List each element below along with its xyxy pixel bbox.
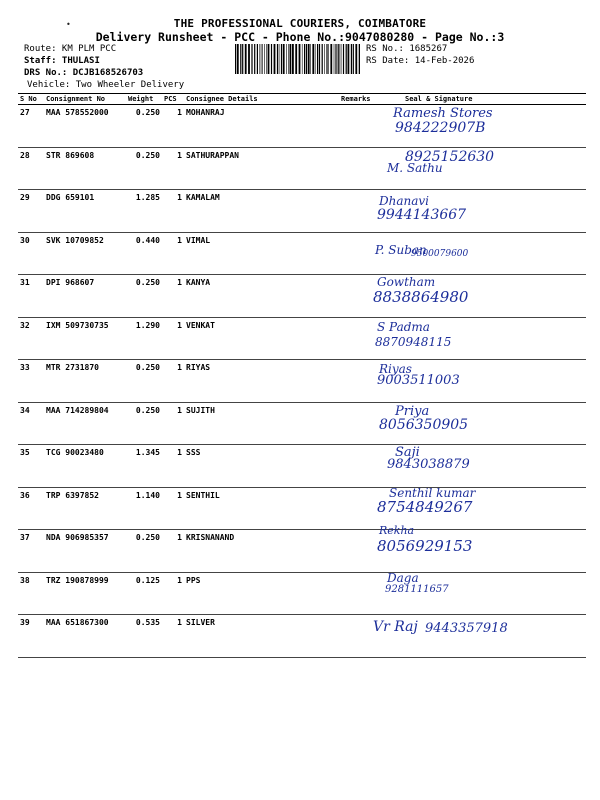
- route-label: Route: KM PLM PCC: [24, 44, 117, 54]
- col-consignment: Consignment No: [44, 94, 126, 105]
- col-signature: Seal & Signature: [385, 94, 586, 105]
- table-row: [18, 147, 586, 190]
- weight-cell: 0.250: [126, 360, 162, 403]
- handwritten-phone: 9443357918: [425, 621, 508, 636]
- handwritten-name: Priya: [395, 403, 430, 419]
- vehicle-label: Vehicle: Two Wheeler Delivery: [27, 80, 185, 90]
- pcs-cell: 1: [162, 147, 184, 190]
- sno-cell: 39: [18, 615, 44, 658]
- consignment-cell: NDA 906985357: [44, 530, 126, 573]
- runsheet-subtitle: Delivery Runsheet - PCC - Phone No.:9047080280 - Page No.:3: [95, 30, 505, 44]
- col-pcs: PCS: [162, 94, 184, 105]
- weight-cell: 1.290: [126, 317, 162, 360]
- handwritten-phone: 8754849267: [377, 497, 473, 516]
- handwritten-name: Ramesh Stores: [393, 106, 493, 121]
- pcs-cell: 1: [162, 615, 184, 658]
- handwritten-name: Dhanavi: [379, 194, 430, 208]
- handwritten-phone: 9500079600: [411, 248, 469, 259]
- consignment-cell: MAA 714289804: [44, 402, 126, 445]
- signature-cell: [373, 615, 586, 658]
- drs-number: DRS No.: DCJB168526703: [24, 68, 144, 78]
- handwritten-phone: 8838864980: [373, 288, 469, 306]
- table-row: [18, 402, 586, 445]
- handwritten-name: Rekha: [379, 524, 415, 537]
- pcs-cell: 1: [162, 402, 184, 445]
- handwritten-name: Gowtham: [377, 275, 436, 289]
- consignee-cell: SUJITH: [184, 402, 339, 445]
- consignment-cell: STR 869608: [44, 147, 126, 190]
- signature-cell: [375, 232, 586, 275]
- signature-cell: [385, 147, 586, 190]
- consignee-cell: VENKAT: [184, 317, 339, 360]
- handwritten-name: S Padma: [377, 319, 430, 334]
- consignee-cell: SSS: [184, 445, 339, 488]
- consignment-cell: SVK 10709852: [44, 232, 126, 275]
- signature-cell: [375, 317, 586, 360]
- sno-cell: 36: [18, 487, 44, 530]
- sno-cell: 35: [18, 445, 44, 488]
- col-consignee: Consignee Details: [184, 94, 339, 105]
- sno-cell: 29: [18, 190, 44, 233]
- weight-cell: 0.250: [126, 275, 162, 318]
- weight-cell: 0.250: [126, 402, 162, 445]
- col-sno: S No: [18, 94, 44, 105]
- consignment-cell: MAA 651867300: [44, 615, 126, 658]
- table-row: [18, 105, 586, 148]
- weight-cell: 0.250: [126, 530, 162, 573]
- table-row: [18, 445, 586, 488]
- weight-cell: 0.250: [126, 105, 162, 148]
- consignee-cell: KRISNANAND: [184, 530, 339, 573]
- sno-cell: 31: [18, 275, 44, 318]
- company-title: THE PROFESSIONAL COURIERS, COIMBATORE: [173, 17, 427, 30]
- sno-cell: 37: [18, 530, 44, 573]
- table-row: [18, 615, 586, 658]
- table-header-row: [18, 94, 586, 105]
- signature-cell: [385, 105, 586, 148]
- handwritten-phone: M. Sathu: [387, 160, 443, 175]
- consignee-cell: PPS: [184, 572, 339, 615]
- consignee-cell: SILVER: [184, 615, 339, 658]
- handwritten-phone: 9944143667: [377, 207, 467, 223]
- pcs-cell: 1: [162, 105, 184, 148]
- pcs-cell: 1: [162, 190, 184, 233]
- handwritten-name: Senthil kumar: [389, 485, 476, 500]
- consignment-cell: TCG 90023480: [44, 445, 126, 488]
- signature-cell: [377, 360, 586, 403]
- consignee-cell: KAMALAM: [184, 190, 339, 233]
- handwritten-name: Daga: [387, 570, 419, 585]
- signature-cell: [377, 524, 586, 573]
- weight-cell: 0.250: [126, 147, 162, 190]
- handwritten-phone: 9843038879: [387, 457, 470, 472]
- handwritten-phone: 9281111657: [385, 583, 449, 595]
- table-row: [18, 360, 586, 403]
- handwritten-name: Riyas: [379, 362, 412, 376]
- table-row: [18, 232, 586, 275]
- col-remarks: Remarks: [339, 94, 385, 105]
- sno-cell: 34: [18, 402, 44, 445]
- pcs-cell: 1: [162, 530, 184, 573]
- pcs-cell: 1: [162, 572, 184, 615]
- remarks-cell: [339, 572, 385, 615]
- pcs-cell: 1: [162, 360, 184, 403]
- consignment-cell: DDG 659101: [44, 190, 126, 233]
- handwritten-phone: 9003511003: [377, 373, 460, 388]
- weight-cell: 1.140: [126, 487, 162, 530]
- pcs-cell: 1: [162, 487, 184, 530]
- signature-cell: [377, 485, 586, 530]
- consignment-cell: MTR 2731870: [44, 360, 126, 403]
- handwritten-name: 8925152630: [405, 148, 495, 165]
- handwritten-name: Saji: [395, 445, 420, 460]
- weight-cell: 1.345: [126, 445, 162, 488]
- table-row: [18, 275, 586, 318]
- signature-cell: [379, 402, 586, 445]
- consignment-cell: IXM 509730735: [44, 317, 126, 360]
- weight-cell: 1.285: [126, 190, 162, 233]
- consignee-cell: KANYA: [184, 275, 339, 318]
- consignee-cell: VIMAL: [184, 232, 339, 275]
- consignee-cell: SATHURAPPAN: [184, 147, 339, 190]
- sno-cell: 33: [18, 360, 44, 403]
- rs-date: RS Date: 14-Feb-2026: [366, 56, 475, 66]
- table-row: [18, 317, 586, 360]
- consignment-cell: DPI 968607: [44, 275, 126, 318]
- sno-cell: 27: [18, 105, 44, 148]
- barcode-image: [235, 44, 360, 74]
- scan-mark: •: [66, 20, 71, 29]
- col-weight: Weight: [126, 94, 162, 105]
- handwritten-phone: 8056350905: [379, 416, 469, 433]
- table-row: [18, 572, 586, 615]
- signature-cell: [377, 190, 586, 233]
- remarks-cell: [339, 445, 385, 488]
- remarks-cell: [339, 147, 385, 190]
- staff-label: Staff: THULASI: [24, 56, 100, 66]
- handwritten-name: P. Suban: [375, 242, 427, 257]
- signature-cell: [385, 445, 586, 488]
- consignee-cell: MOHANRAJ: [184, 105, 339, 148]
- pcs-cell: 1: [162, 445, 184, 488]
- sno-cell: 38: [18, 572, 44, 615]
- pcs-cell: 1: [162, 275, 184, 318]
- sno-cell: 28: [18, 147, 44, 190]
- pcs-cell: 1: [162, 317, 184, 360]
- consignment-cell: TRZ 190878999: [44, 572, 126, 615]
- table-row: [18, 487, 586, 530]
- handwritten-phone: 8056929153: [377, 537, 473, 555]
- handwritten-phone: 984222907B: [395, 120, 486, 136]
- pcs-cell: 1: [162, 232, 184, 275]
- table-row: [18, 190, 586, 233]
- handwritten-name: Vr Raj: [373, 619, 418, 635]
- weight-cell: 0.535: [126, 615, 162, 658]
- consignment-cell: TRP 6397852: [44, 487, 126, 530]
- table-row: [18, 530, 586, 573]
- sno-cell: 30: [18, 232, 44, 275]
- remarks-cell: [339, 105, 385, 148]
- rs-number: RS No.: 1685267: [366, 44, 448, 54]
- runsheet-table: [18, 93, 586, 658]
- consignment-cell: MAA 578552000: [44, 105, 126, 148]
- signature-cell: [373, 275, 586, 318]
- consignee-cell: RIYAS: [184, 360, 339, 403]
- signature-cell: [385, 572, 586, 615]
- consignee-cell: SENTHIL: [184, 487, 339, 530]
- handwritten-phone: 8870948115: [375, 334, 452, 349]
- weight-cell: 0.125: [126, 572, 162, 615]
- sno-cell: 32: [18, 317, 44, 360]
- weight-cell: 0.440: [126, 232, 162, 275]
